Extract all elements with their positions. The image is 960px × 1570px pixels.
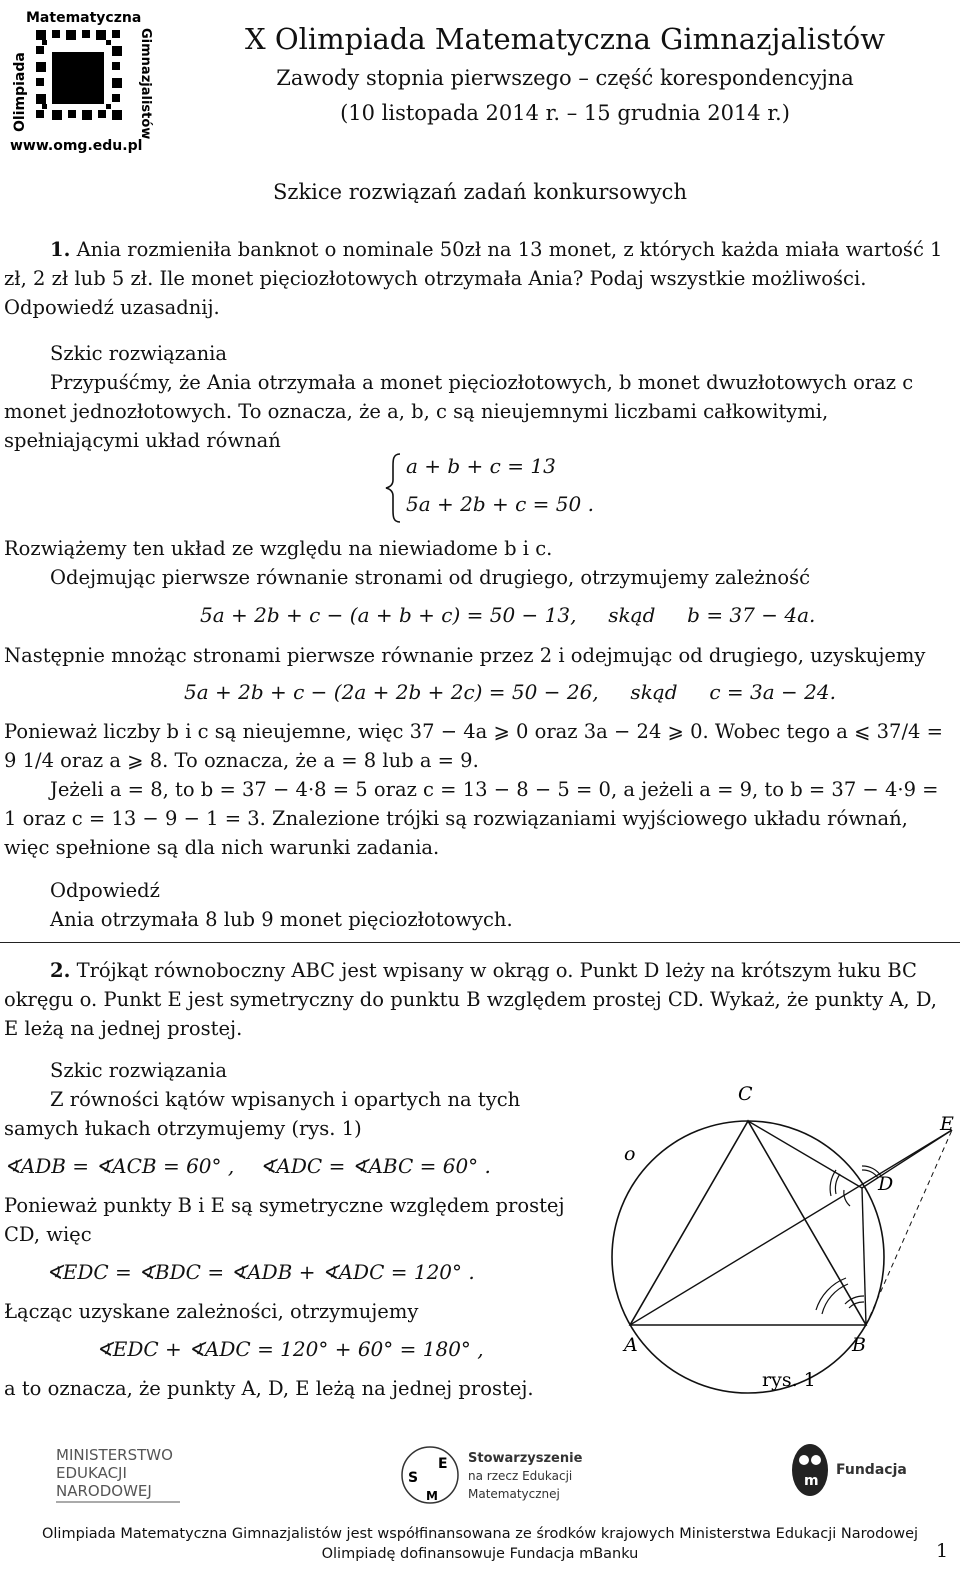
- problem1-eq4: 5a + 2b + c − (2a + 2b + 2c) = 50 − 26, skąd c = 3a − 24.: [184, 680, 836, 704]
- problem2-text: Trójkąt równoboczny ABC jest wpisany w okrąg o. Punkt D leży na krótszym łuku BC okręgu o. Punkt E jest symetryczny do punktu B względem prostej CD. Wykaż, że punkty A, D, E leżą na jednej prostej.: [4, 959, 937, 1040]
- system-eq2: 5a + 2b + c = 50 .: [406, 492, 594, 516]
- svg-text:M: M: [426, 1489, 438, 1503]
- triangle-abc: [630, 1121, 866, 1325]
- segment-be-dashed: [866, 1130, 952, 1325]
- problem1-para3: Odejmując pierwsze równanie stronami od drugiego, otrzymujemy zależność: [50, 566, 811, 589]
- problem2-sketch-label: Szkic rozwiązania: [50, 1059, 228, 1082]
- line-ade: [630, 1130, 952, 1325]
- problem1-para6: Jeżeli a = 8, to b = 37 − 4·8 = 5 oraz c = 13 − 8 − 5 = 0, a jeżeli a = 9, to b = 37 − 4·9 = 1 oraz c = 13 − 9 − 1 = 3. Znalezione trójki są rozwiązaniami wyjściowego układu równań, więc spełnione są dla nich warunki zadania.: [4, 778, 939, 859]
- left-brace-icon: [384, 452, 404, 524]
- problem1-eq3: 5a + 2b + c − (a + b + c) = 50 − 13, skąd b = 37 − 4a.: [200, 603, 816, 627]
- segment-db: [862, 1188, 866, 1325]
- svg-text:m: m: [804, 1473, 819, 1489]
- segment-de: [862, 1130, 952, 1188]
- page-title: X Olimpiada Matematyczna Gimnazjalistów: [244, 22, 886, 56]
- page-subtitle: Zawody stopnia pierwszego – część korespondencyjna: [276, 66, 854, 90]
- fundacja-mbank-logo: [780, 1430, 930, 1510]
- problem1-number: 1.: [50, 238, 71, 261]
- svg-text:MINISTERSTWO: MINISTERSTWO: [56, 1446, 173, 1464]
- svg-text:Matematycznej: Matematycznej: [468, 1487, 560, 1501]
- section-divider: [0, 942, 960, 943]
- problem1-para4: Następnie mnożąc stronami pierwsze równanie przez 2 i odejmując od drugiego, uzyskujemy: [4, 644, 926, 667]
- logo-right-text: Gimnazjalistów: [138, 28, 153, 140]
- system-eq1: a + b + c = 13: [406, 454, 556, 478]
- svg-text:na rzecz Edukacji: na rzecz Edukacji: [468, 1469, 573, 1483]
- problem1-statement: [4, 235, 956, 322]
- logo-left-text: Olimpiada: [12, 52, 28, 132]
- sem-logo: [400, 1440, 600, 1510]
- problem2-number: 2.: [50, 959, 71, 982]
- angle-arc: [845, 1296, 864, 1304]
- svg-text:E: E: [438, 1456, 448, 1472]
- problem1-answer: Ania otrzymała 8 lub 9 monet pięciozłotowych.: [50, 908, 513, 931]
- problem2-para1: Z równości kątów wpisanych i opartych na tych samych łukach otrzymujemy (rys. 1): [4, 1088, 521, 1140]
- svg-text:NARODOWEJ: NARODOWEJ: [56, 1482, 152, 1500]
- segment-cd: [748, 1121, 862, 1188]
- section-title: Szkice rozwiązań zadań konkursowych: [273, 180, 687, 204]
- men-logo: [30, 1440, 200, 1510]
- label-e: E: [940, 1113, 954, 1135]
- problem2-eq3: ∢EDC + ∢ADC = 120° + 60° = 180° ,: [96, 1337, 484, 1361]
- problem1-para2: Rozwiążemy ten układ ze względu na niewiadome b i c.: [4, 537, 553, 560]
- logo-url: www.omg.edu.pl: [10, 138, 143, 154]
- label-c: C: [738, 1083, 753, 1105]
- problem1-para1: Przypuśćmy, że Ania otrzymała a monet pięciozłotowych, b monet dwuzłotowych oraz c monet jednozłotowych. To oznacza, że a, b, c są nieujemnymi liczbami całkowitymi, spełniającymi układ równań: [4, 371, 914, 452]
- label-o: o: [624, 1143, 636, 1165]
- label-d: D: [878, 1173, 894, 1195]
- svg-text:S: S: [408, 1470, 419, 1486]
- problem2-statement: [4, 956, 956, 1043]
- svg-text:EDUKACJI: EDUKACJI: [56, 1464, 127, 1482]
- label-a: A: [624, 1334, 638, 1356]
- footer-line2: Olimpiadę dofinansowuje Fundacja mBanku: [321, 1546, 639, 1562]
- footer-line1: Olimpiada Matematyczna Gimnazjalistów jest współfinansowana ze środków krajowych Ministerstwa Edukacji Narodowej: [41, 1526, 919, 1542]
- problem2-eq1: ∢ADB = ∢ACB = 60° , ∢ADC = ∢ABC = 60° .: [4, 1154, 491, 1178]
- page-number: 1: [936, 1540, 949, 1562]
- problem2-eq2: ∢EDC = ∢BDC = ∢ADB + ∢ADC = 120° .: [46, 1260, 475, 1284]
- problem1-para5: Ponieważ liczby b i c są nieujemne, więc 37 − 4a ⩾ 0 oraz 3a − 24 ⩾ 0. Wobec tego a ⩽ 37/4 = 9 1/4 oraz a ⩾ 8. To oznacza, że a = 8 lub a = 9.: [4, 720, 943, 772]
- problem2-para3: Łącząc uzyskane zależności, otrzymujemy: [4, 1300, 419, 1323]
- angle-arc: [835, 1174, 840, 1194]
- label-b: B: [852, 1334, 866, 1356]
- problem1-sketch-label: Szkic rozwiązania: [50, 342, 228, 365]
- logo-top-text: Matematyczna: [26, 10, 142, 26]
- page-dates: (10 listopada 2014 r. – 15 grudnia 2014 r.): [340, 101, 790, 125]
- svg-text:Fundacja: Fundacja: [836, 1462, 907, 1478]
- figure-1: [600, 1070, 960, 1400]
- problem2-para4: a to oznacza, że punkty A, D, E leżą na jednej prostej.: [4, 1377, 534, 1400]
- problem1-text: Ania rozmieniła banknot o nominale 50zł na 13 monet, z których każda miała wartość 1 zł, 2 zł lub 5 zł. Ile monet pięciozłotowych otrzymała Ania? Podaj wszystkie możliwości. Odpowiedź uzasadnij.: [4, 238, 943, 319]
- figure-caption: rys. 1: [762, 1369, 816, 1391]
- problem2-para2: Ponieważ punkty B i E są symetryczne względem prostej CD, więc: [4, 1194, 565, 1246]
- circle-o: [612, 1121, 884, 1393]
- problem1-answer-label: Odpowiedź: [50, 879, 160, 902]
- svg-text:Stowarzyszenie: Stowarzyszenie: [468, 1451, 583, 1466]
